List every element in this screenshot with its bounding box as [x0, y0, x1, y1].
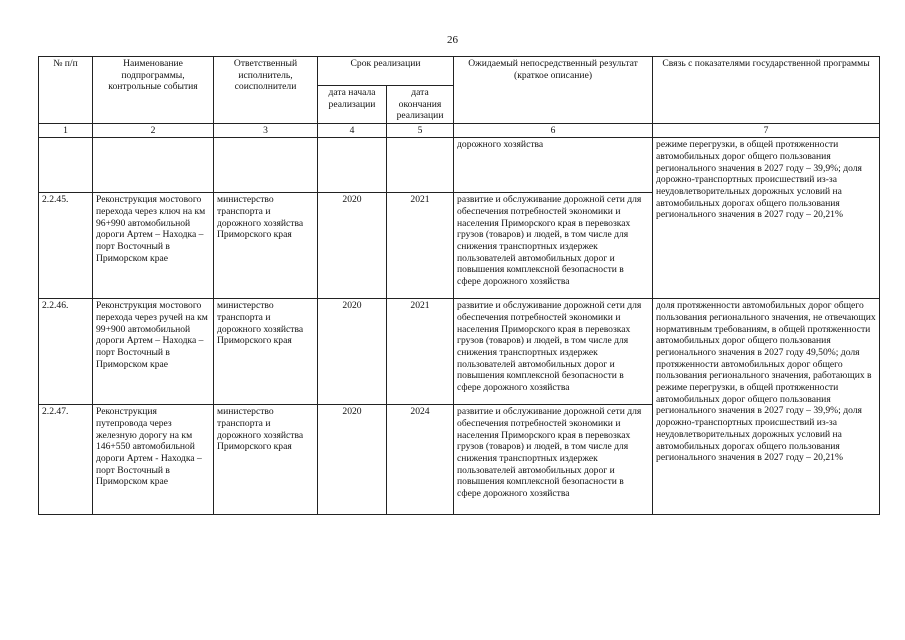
cell-start: 2020	[318, 299, 387, 405]
header-responsible: Ответственный исполнитель, соисполнители	[214, 57, 318, 124]
cell-responsible	[214, 138, 318, 193]
cell-responsible: министерство транспорта и дорожного хозяйства Приморского края	[214, 299, 318, 405]
header-period: Срок реализации	[318, 57, 454, 86]
cell-responsible: министерство транспорта и дорожного хозяйства Приморского края	[214, 405, 318, 515]
header-row	[39, 57, 880, 86]
header-num: № п/п	[39, 57, 93, 124]
header-result: Ожидаемый непосредственный результат (краткое описание)	[454, 57, 653, 124]
column-number: 3	[214, 124, 318, 138]
header-start: дата начала реализации	[318, 86, 387, 124]
cell-start: 2020	[318, 405, 387, 515]
column-number: 1	[39, 124, 93, 138]
cell-start: 2020	[318, 193, 387, 299]
page-number: 26	[447, 34, 458, 46]
cell-num: 2.2.46.	[39, 299, 93, 405]
column-number: 2	[93, 124, 214, 138]
cell-result: развитие и обслуживание дорожной сети для обеспечения потребностей экономики и населения Приморского края в перевозках грузов (товаров) и людей, в том числе для снижения транспортных издержек пользователей автомобильных дорог и повышения комплексной безопасности в сфере дорожного хозяйства	[454, 193, 653, 299]
cell-num: 2.2.47.	[39, 405, 93, 515]
program-table	[38, 56, 880, 515]
cell-name: Реконструкция путепровода через железную дорогу на км 146+550 автомобильной дороги Артем - Находка – порт Восточный в Приморском крае	[93, 405, 214, 515]
column-number-row	[39, 124, 880, 138]
cell-name: Реконструкция мостового перехода через ручей на км 99+900 автомобильной дороги Артем – Находка – порт Восточный в Приморском крае	[93, 299, 214, 405]
column-number: 4	[318, 124, 387, 138]
cell-link-group-2: доля протяженности автомобильных дорог общего пользования регионального значения, не отвечающих нормативным требованиям, в общей протяженности автомобильных дорог общего пользования регионального значения в 2027 году 49,50%; доля протяженности автомобильных дорог общего пользования регионального значения, работающих в режиме перегрузки, в общей протяженности автомобильных дорог общего пользования регионального значения в 2027 году – 39,9%; доля дорожно-транспортных происшествий из-за неудовлетворительных дорожных условий на автомобильных дорогах общего пользования регионального значения в 2027 году – 20,21%	[653, 299, 880, 515]
cell-num: 2.2.45.	[39, 193, 93, 299]
cell-name: Реконструкция мостового перехода через ключ на км 96+990 автомобильной дороги Артем – Находка – порт Восточный в Приморском крае	[93, 193, 214, 299]
cell-end	[387, 138, 454, 193]
table-row	[39, 299, 880, 405]
table-row-continuation	[39, 138, 880, 193]
cell-name	[93, 138, 214, 193]
header-name: Наименование подпрограммы, контрольные события	[93, 57, 214, 124]
cell-end: 2024	[387, 405, 454, 515]
cell-result: развитие и обслуживание дорожной сети для обеспечения потребностей экономики и населения Приморского края в перевозках грузов (товаров) и людей, в том числе для снижения транспортных издержек пользователей автомобильных дорог и повышения комплексной безопасности в сфере дорожного хозяйства	[454, 299, 653, 405]
header-link: Связь с показателями государственной программы	[653, 57, 880, 124]
cell-result: развитие и обслуживание дорожной сети для обеспечения потребностей экономики и населения Приморского края в перевозках грузов (товаров) и людей, в том числе для снижения транспортных издержек пользователей автомобильных дорог и повышения комплексной безопасности в сфере дорожного хозяйства	[454, 405, 653, 515]
cell-result: дорожного хозяйства	[454, 138, 653, 193]
column-number: 5	[387, 124, 454, 138]
column-number: 6	[454, 124, 653, 138]
cell-end: 2021	[387, 193, 454, 299]
column-number: 7	[653, 124, 880, 138]
cell-link-group-1: режиме перегрузки, в общей протяженности автомобильных дорог общего пользования регионального значения в 2027 году – 39,9%; доля дорожно-транспортных происшествий из-за неудовлетворительных дорожных условий на автомобильных дорогах общего пользования регионального значения в 2027 году – 20,21%	[653, 138, 880, 299]
header-end: дата окончания реализации	[387, 86, 454, 124]
cell-num	[39, 138, 93, 193]
cell-responsible: министерство транспорта и дорожного хозяйства Приморского края	[214, 193, 318, 299]
cell-start	[318, 138, 387, 193]
cell-end: 2021	[387, 299, 454, 405]
